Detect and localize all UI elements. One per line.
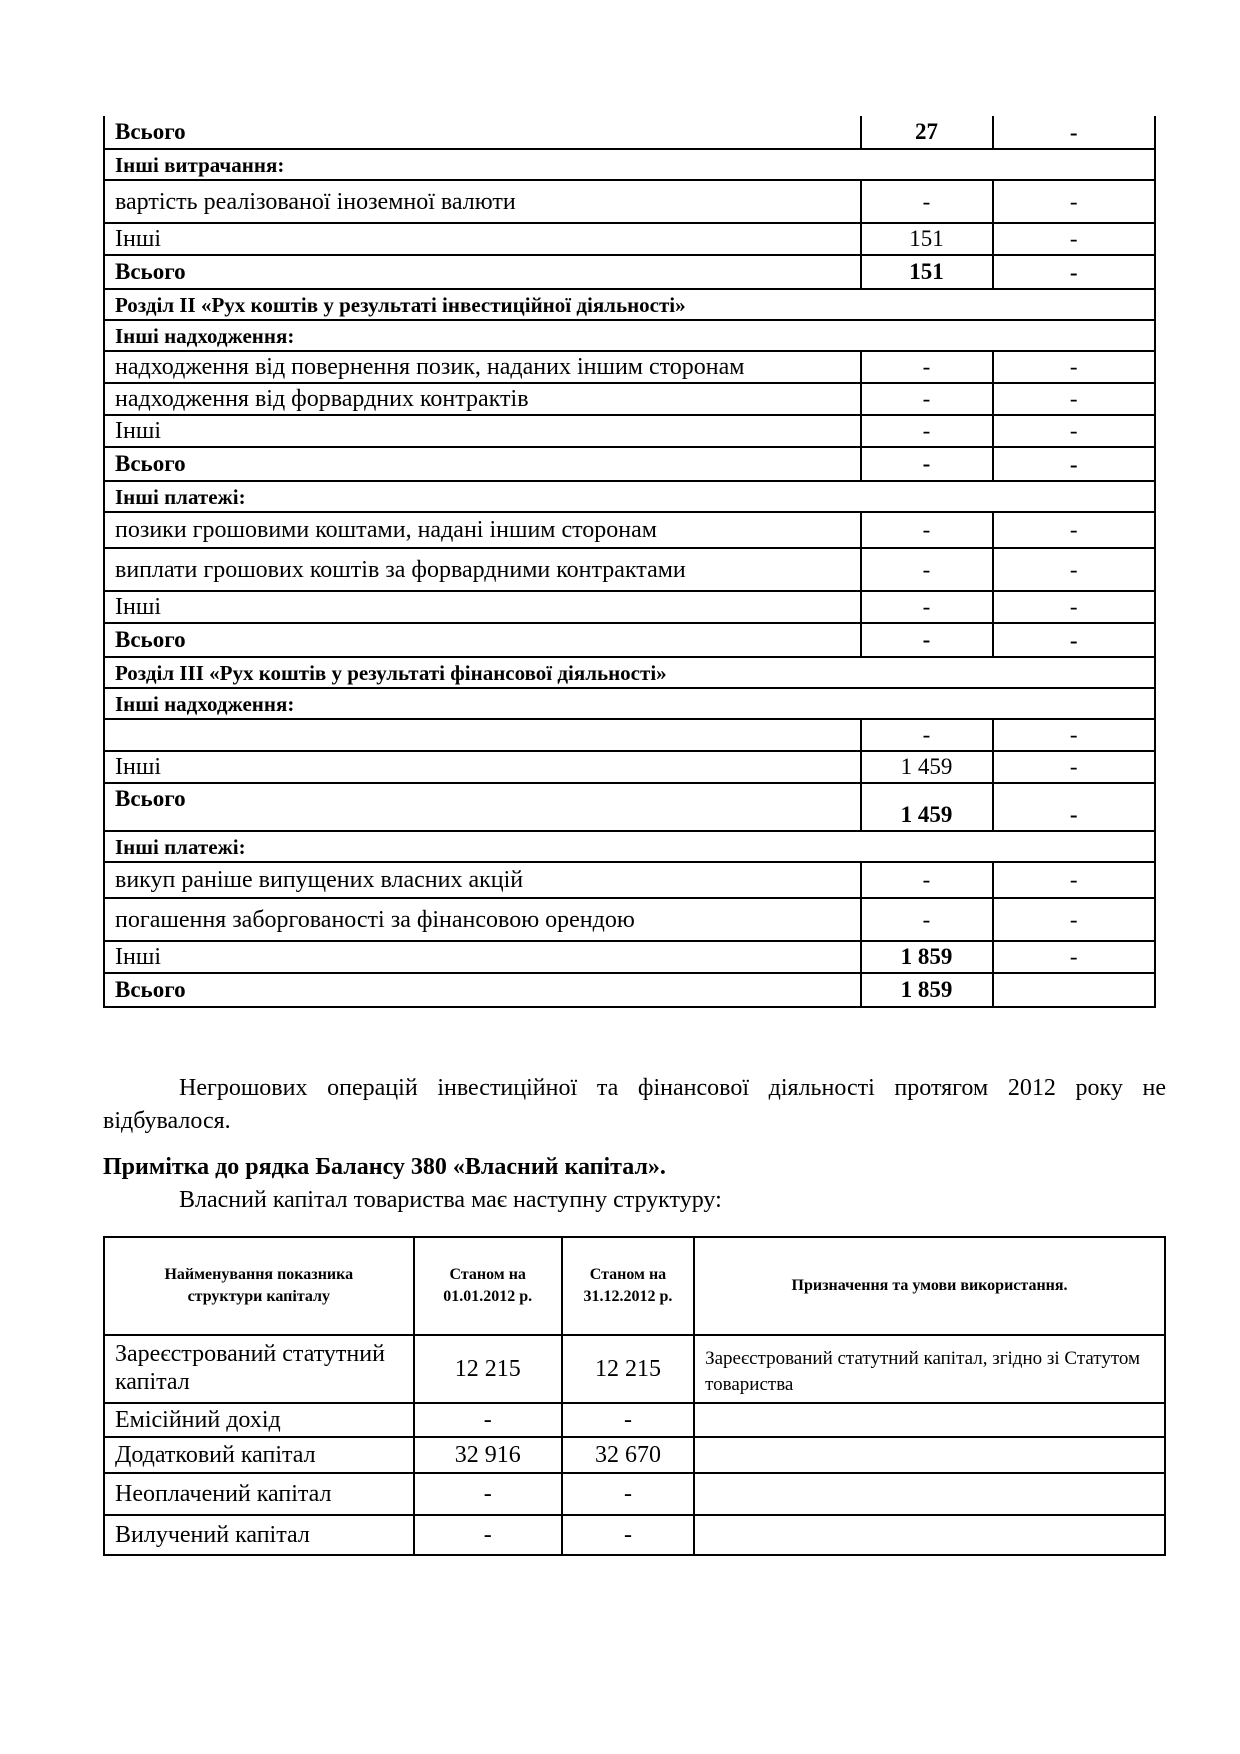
value-2011: - [993,862,1155,898]
value-2012: 27 [861,116,993,149]
equity-row-name: Вилучений капітал [104,1515,414,1555]
section-title: Розділ ІІІ «Рух коштів у результаті фінансової діяльності» [104,657,1155,688]
value-2012: 1 859 [861,941,993,973]
row-label: Всього [104,116,861,149]
row-label: викуп раніше випущених власних акцій [104,862,861,898]
subsection-title: Інші платежі: [104,831,1155,862]
subsection-title: Інші надходження: [104,688,1155,719]
value-2012: - [861,383,993,415]
subsection-header-row [104,320,1155,351]
value-2011: - [993,591,1155,623]
equity-row-registered-capital [104,1335,1165,1403]
equity-row-name: Неоплачений капітал [104,1473,414,1515]
row-label: Всього [104,255,861,289]
equity-row-end: - [562,1473,694,1515]
header-end-date: Станом на 31.12.2012 р. [562,1237,694,1335]
cash-flow-row [104,898,1155,941]
subsection-header-row [104,831,1155,862]
equity-structure-table [103,1236,1166,1556]
subsection-header-row [104,481,1155,512]
value-2011: - [993,941,1155,973]
subsection-title: Інші витрачання: [104,149,1155,180]
subsection-title: Інші платежі: [104,481,1155,512]
cash-flow-row [104,180,1155,223]
row-label: Інші [104,941,861,973]
equity-row-name: Додатковий капітал [104,1437,414,1473]
value-2012: - [861,862,993,898]
value-2011: - [993,898,1155,941]
value-2012: - [861,623,993,657]
cash-flow-row [104,548,1155,591]
cash-flow-row [104,719,1155,751]
value-2012: 151 [861,255,993,289]
cash-flow-row [104,862,1155,898]
value-2012: - [861,447,993,481]
value-2011: - [993,623,1155,657]
value-2011: - [993,223,1155,255]
value-2011: - [993,783,1155,831]
total-row [104,783,1155,831]
equity-row-end: - [562,1403,694,1437]
value-2011: - [993,719,1155,751]
equity-row-start: 32 916 [414,1437,562,1473]
value-2012: - [861,512,993,548]
equity-row-purpose [694,1437,1165,1473]
cash-flow-row [104,512,1155,548]
value-2012: - [861,719,993,751]
row-label: виплати грошових коштів за форвардними контрактами [104,548,861,591]
section-header-row [104,289,1155,320]
total-row [104,973,1155,1007]
row-label: Всього [104,783,861,831]
cash-flow-row [104,751,1155,783]
equity-row-start: - [414,1473,562,1515]
cash-flow-row [104,941,1155,973]
row-label: позики грошовими коштами, надані іншим сторонам [104,512,861,548]
value-2011: - [993,116,1155,149]
row-label: Всього [104,973,861,1007]
header-purpose: Призначення та умови використання. [694,1237,1165,1335]
cash-flow-row [104,415,1155,447]
equity-row-withdrawn-capital [104,1515,1165,1555]
value-2012: - [861,548,993,591]
total-row [104,255,1155,289]
row-label: погашення заборгованості за фінансовою орендою [104,898,861,941]
equity-row-purpose: Зареєстрований статутний капітал, згідно зі Статутом товариства [694,1335,1165,1403]
row-label: надходження від повернення позик, наданих іншим сторонам [104,351,861,383]
equity-row-start: 12 215 [414,1335,562,1403]
total-row [104,116,1155,149]
subsection-header-row [104,688,1155,719]
value-2011: - [993,415,1155,447]
row-label: вартість реалізованої іноземної валюти [104,180,861,223]
value-2011: - [993,351,1155,383]
equity-row-name: Емісійний дохід [104,1403,414,1437]
noncash-operations-paragraph: Негрошових операцій інвестиційної та фінансової діяльності протягом 2012 року не відбувалося. [103,1075,1166,1134]
total-row [104,623,1155,657]
subsection-title: Інші надходження: [104,320,1155,351]
value-2012: - [861,351,993,383]
value-2011: - [993,512,1155,548]
equity-note-intro: Власний капітал товариства має наступну структуру: [179,1187,722,1213]
row-label: Інші [104,223,861,255]
value-2012: 1 459 [861,783,993,831]
value-2011 [993,973,1155,1007]
value-2012: - [861,898,993,941]
equity-row-end: - [562,1515,694,1555]
cash-flow-row [104,591,1155,623]
section-header-row [104,657,1155,688]
cash-flow-row [104,223,1155,255]
row-label: Інші [104,415,861,447]
equity-note-title: Примітка до рядка Балансу 380 «Власний капітал». [103,1154,666,1180]
value-2012: 1 859 [861,973,993,1007]
row-label: надходження від форвардних контрактів [104,383,861,415]
equity-table-header-row [104,1237,1165,1335]
value-2012: - [861,591,993,623]
total-row [104,447,1155,481]
equity-row-share-premium [104,1403,1165,1437]
equity-row-unpaid-capital [104,1473,1165,1515]
value-2011: - [993,383,1155,415]
equity-row-purpose [694,1403,1165,1437]
subsection-header-row [104,149,1155,180]
value-2012: - [861,415,993,447]
header-indicator-name: Найменування показника структури капіталу [104,1237,414,1335]
equity-row-name: Зареєстрований статутний капітал [104,1335,414,1403]
cash-flow-row [104,351,1155,383]
header-start-date: Станом на 01.01.2012 р. [414,1237,562,1335]
value-2011: - [993,548,1155,591]
equity-row-start: - [414,1515,562,1555]
row-label: Інші [104,751,861,783]
cash-flow-row [104,383,1155,415]
row-label: Всього [104,447,861,481]
cash-flow-table-body [104,116,1155,1007]
equity-row-purpose [694,1473,1165,1515]
section-title: Розділ ІІ «Рух коштів у результаті інвестиційної діяльності» [104,289,1155,320]
cash-flow-table [103,116,1156,1008]
row-label [104,719,861,751]
equity-row-additional-capital [104,1437,1165,1473]
value-2011: - [993,180,1155,223]
value-2012: 151 [861,223,993,255]
equity-row-end: 32 670 [562,1437,694,1473]
row-label: Всього [104,623,861,657]
equity-row-purpose [694,1515,1165,1555]
row-label: Інші [104,591,861,623]
value-2011: - [993,255,1155,289]
value-2012: 1 459 [861,751,993,783]
value-2011: - [993,447,1155,481]
equity-row-start: - [414,1403,562,1437]
value-2011: - [993,751,1155,783]
equity-row-end: 12 215 [562,1335,694,1403]
value-2012: - [861,180,993,223]
